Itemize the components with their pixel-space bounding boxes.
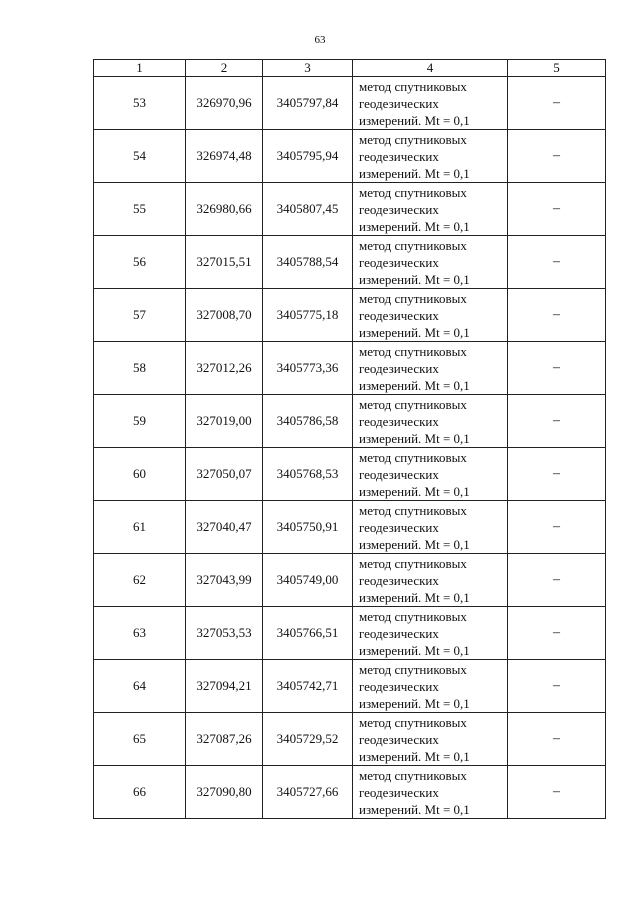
method-cell — [353, 77, 508, 130]
table-row — [94, 130, 606, 183]
method-cell — [353, 395, 508, 448]
method-line: геодезических — [359, 95, 439, 111]
method-cell — [353, 342, 508, 395]
coordinates-table — [93, 59, 606, 819]
method-line: геодезических — [359, 519, 439, 535]
x-coordinate-cell: 327043,99 — [186, 554, 263, 607]
note-cell: – — [508, 395, 606, 448]
method-line: метод спутниковых — [359, 131, 467, 147]
note-cell: – — [508, 183, 606, 236]
x-coordinate-cell: 327050,07 — [186, 448, 263, 501]
y-coordinate-cell: 3405775,18 — [263, 289, 353, 342]
note-cell: – — [508, 448, 606, 501]
method-line: измерений. Mt = 0,1 — [359, 695, 470, 711]
table-row — [94, 289, 606, 342]
table-row — [94, 395, 606, 448]
x-coordinate-cell: 327090,80 — [186, 766, 263, 819]
x-coordinate-cell: 326970,96 — [186, 77, 263, 130]
y-coordinate-cell: 3405768,53 — [263, 448, 353, 501]
method-line: метод спутниковых — [359, 449, 467, 465]
method-line: метод спутниковых — [359, 767, 467, 783]
method-line: метод спутниковых — [359, 237, 467, 253]
method-cell — [353, 289, 508, 342]
point-number-cell: 61 — [94, 501, 186, 554]
method-line: измерений. Mt = 0,1 — [359, 324, 470, 340]
point-number-cell: 59 — [94, 395, 186, 448]
method-line: измерений. Mt = 0,1 — [359, 589, 470, 605]
method-line: метод спутниковых — [359, 396, 467, 412]
point-number-cell: 55 — [94, 183, 186, 236]
point-number-cell: 58 — [94, 342, 186, 395]
note-cell: – — [508, 77, 606, 130]
y-coordinate-cell: 3405773,36 — [263, 342, 353, 395]
table-row — [94, 713, 606, 766]
method-cell — [353, 130, 508, 183]
y-coordinate-cell: 3405749,00 — [263, 554, 353, 607]
x-coordinate-cell: 327053,53 — [186, 607, 263, 660]
point-number-cell: 62 — [94, 554, 186, 607]
method-line: метод спутниковых — [359, 502, 467, 518]
method-line: измерений. Mt = 0,1 — [359, 112, 470, 128]
table-body — [94, 77, 606, 819]
y-coordinate-cell: 3405795,94 — [263, 130, 353, 183]
method-cell — [353, 183, 508, 236]
note-cell: – — [508, 501, 606, 554]
method-cell — [353, 501, 508, 554]
x-coordinate-cell: 327012,26 — [186, 342, 263, 395]
x-coordinate-cell: 327094,21 — [186, 660, 263, 713]
note-cell: – — [508, 236, 606, 289]
method-cell — [353, 554, 508, 607]
method-line: измерений. Mt = 0,1 — [359, 430, 470, 446]
table-header — [94, 60, 606, 77]
column-header-1: 1 — [94, 60, 186, 77]
point-number-cell: 64 — [94, 660, 186, 713]
point-number-cell: 63 — [94, 607, 186, 660]
note-cell: – — [508, 289, 606, 342]
y-coordinate-cell: 3405729,52 — [263, 713, 353, 766]
method-line: измерений. Mt = 0,1 — [359, 801, 470, 817]
method-line: геодезических — [359, 678, 439, 694]
method-line: геодезических — [359, 360, 439, 376]
note-cell: – — [508, 554, 606, 607]
method-line: измерений. Mt = 0,1 — [359, 642, 470, 658]
note-cell: – — [508, 130, 606, 183]
method-line: метод спутниковых — [359, 78, 467, 94]
table-row — [94, 77, 606, 130]
column-header-2: 2 — [186, 60, 263, 77]
x-coordinate-cell: 327019,00 — [186, 395, 263, 448]
table-row — [94, 236, 606, 289]
y-coordinate-cell: 3405786,58 — [263, 395, 353, 448]
y-coordinate-cell: 3405807,45 — [263, 183, 353, 236]
note-cell: – — [508, 713, 606, 766]
method-cell — [353, 766, 508, 819]
table-row — [94, 766, 606, 819]
y-coordinate-cell: 3405788,54 — [263, 236, 353, 289]
method-line: метод спутниковых — [359, 184, 467, 200]
point-number-cell: 54 — [94, 130, 186, 183]
method-line: метод спутниковых — [359, 661, 467, 677]
point-number-cell: 65 — [94, 713, 186, 766]
method-line: метод спутниковых — [359, 343, 467, 359]
method-line: метод спутниковых — [359, 555, 467, 571]
note-cell: – — [508, 607, 606, 660]
table-row — [94, 660, 606, 713]
header-row — [94, 60, 606, 77]
method-line: измерений. Mt = 0,1 — [359, 165, 470, 181]
y-coordinate-cell: 3405727,66 — [263, 766, 353, 819]
x-coordinate-cell: 326980,66 — [186, 183, 263, 236]
method-line: геодезических — [359, 201, 439, 217]
point-number-cell: 53 — [94, 77, 186, 130]
method-line: метод спутниковых — [359, 290, 467, 306]
x-coordinate-cell: 327087,26 — [186, 713, 263, 766]
x-coordinate-cell: 326974,48 — [186, 130, 263, 183]
y-coordinate-cell: 3405766,51 — [263, 607, 353, 660]
method-line: геодезических — [359, 413, 439, 429]
point-number-cell: 57 — [94, 289, 186, 342]
point-number-cell: 66 — [94, 766, 186, 819]
method-line: измерений. Mt = 0,1 — [359, 748, 470, 764]
table-row — [94, 448, 606, 501]
method-line: геодезических — [359, 307, 439, 323]
method-line: геодезических — [359, 784, 439, 800]
method-cell — [353, 660, 508, 713]
page-number: 63 — [314, 34, 326, 46]
method-cell — [353, 607, 508, 660]
method-line: геодезических — [359, 572, 439, 588]
method-cell — [353, 713, 508, 766]
method-line: геодезических — [359, 254, 439, 270]
column-header-3: 3 — [263, 60, 353, 77]
method-cell — [353, 448, 508, 501]
method-line: измерений. Mt = 0,1 — [359, 271, 470, 287]
point-number-cell: 56 — [94, 236, 186, 289]
method-line: геодезических — [359, 148, 439, 164]
y-coordinate-cell: 3405750,91 — [263, 501, 353, 554]
table-row — [94, 342, 606, 395]
method-line: геодезических — [359, 625, 439, 641]
point-number-cell: 60 — [94, 448, 186, 501]
column-header-4: 4 — [353, 60, 508, 77]
method-line: геодезических — [359, 731, 439, 747]
note-cell: – — [508, 766, 606, 819]
x-coordinate-cell: 327008,70 — [186, 289, 263, 342]
method-line: метод спутниковых — [359, 608, 467, 624]
method-line: измерений. Mt = 0,1 — [359, 377, 470, 393]
x-coordinate-cell: 327040,47 — [186, 501, 263, 554]
table-row — [94, 607, 606, 660]
table-row — [94, 183, 606, 236]
method-line: метод спутниковых — [359, 714, 467, 730]
note-cell: – — [508, 660, 606, 713]
table-row — [94, 554, 606, 607]
method-line: геодезических — [359, 466, 439, 482]
table-row — [94, 501, 606, 554]
y-coordinate-cell: 3405742,71 — [263, 660, 353, 713]
y-coordinate-cell: 3405797,84 — [263, 77, 353, 130]
method-line: измерений. Mt = 0,1 — [359, 536, 470, 552]
method-line: измерений. Mt = 0,1 — [359, 218, 470, 234]
x-coordinate-cell: 327015,51 — [186, 236, 263, 289]
column-header-5: 5 — [508, 60, 606, 77]
method-line: измерений. Mt = 0,1 — [359, 483, 470, 499]
note-cell: – — [508, 342, 606, 395]
method-cell — [353, 236, 508, 289]
